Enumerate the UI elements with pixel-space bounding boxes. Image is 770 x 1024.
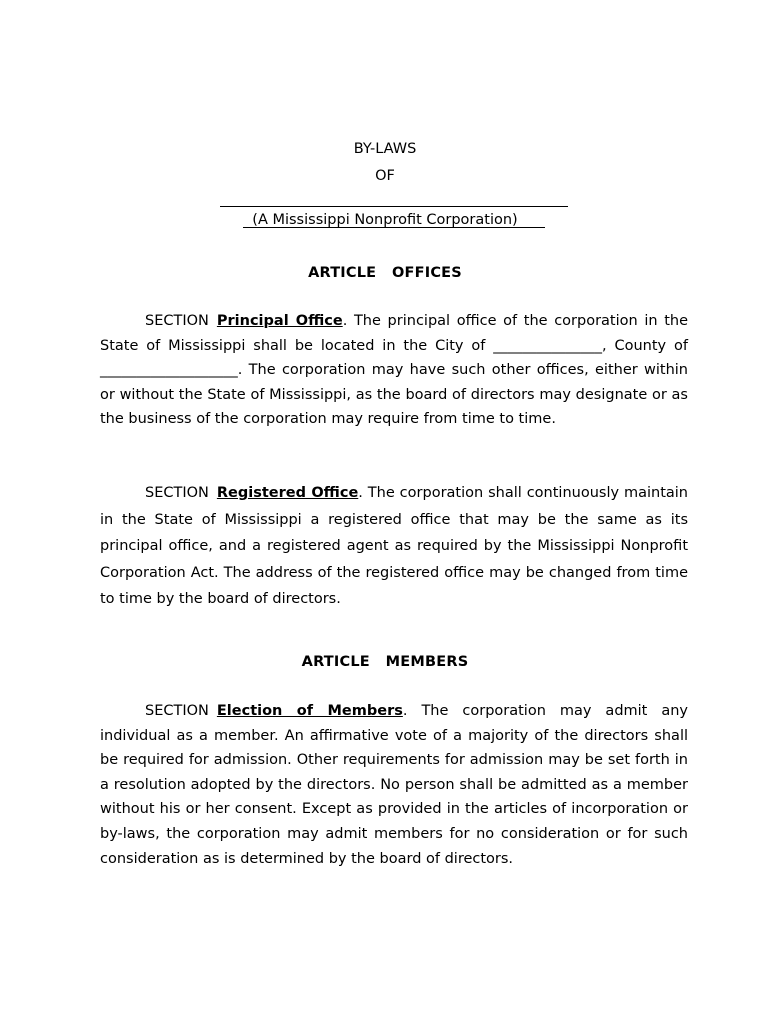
section-election-of-members	[100, 699, 688, 871]
article-heading-members: ARTICLE MEMBERS	[301, 654, 469, 670]
subtitle-underline	[243, 227, 545, 228]
section-principal-office	[100, 309, 688, 432]
section-body: . The corporation may admit any individual as a member. An affirmative vote of a majority of the directors shall be required for admission. Other requirements for admission may be set forth in a resolution adopted by the directors. No person shall be admitted as a member without his or her consent. Except as provided in the articles of incorporation or by-laws, the corporation may admit members for no consideration or for such consideration as is determined by the board of directors.	[100, 703, 688, 867]
section-title-election-of-members: Election of Members	[216, 703, 403, 719]
section-label: SECTION	[145, 485, 209, 501]
document-of: OF	[375, 168, 395, 184]
document-title: BY-LAWS	[353, 141, 417, 157]
section-title-registered-office: Registered Office	[216, 485, 359, 501]
section-registered-office	[100, 480, 688, 613]
section-label: SECTION	[145, 703, 209, 719]
article-heading-offices: ARTICLE OFFICES	[308, 265, 462, 281]
document-subtitle: (A Mississippi Nonprofit Corporation)	[252, 212, 518, 228]
section-title-principal-office: Principal Office	[216, 313, 343, 329]
section-body: . The principal office of the corporation in the State of Mississippi shall be located in the City of _______________, County of ___________________. The corporation may have such other offices, either within or without the State of Mississippi, as the board of directors may designate or as the business of the corporation may require from time to time.	[100, 313, 689, 428]
corporation-name-blank-line	[220, 206, 568, 207]
section-label: SECTION	[145, 313, 209, 329]
section-body: . The corporation shall continuously maintain in the State of Mississippi a registered office that may be the same as its principal office, and a registered agent as required by the Mississippi Nonprofit Corporation Act. The address of the registered office may be changed from time to time by the board of directors.	[100, 485, 688, 608]
